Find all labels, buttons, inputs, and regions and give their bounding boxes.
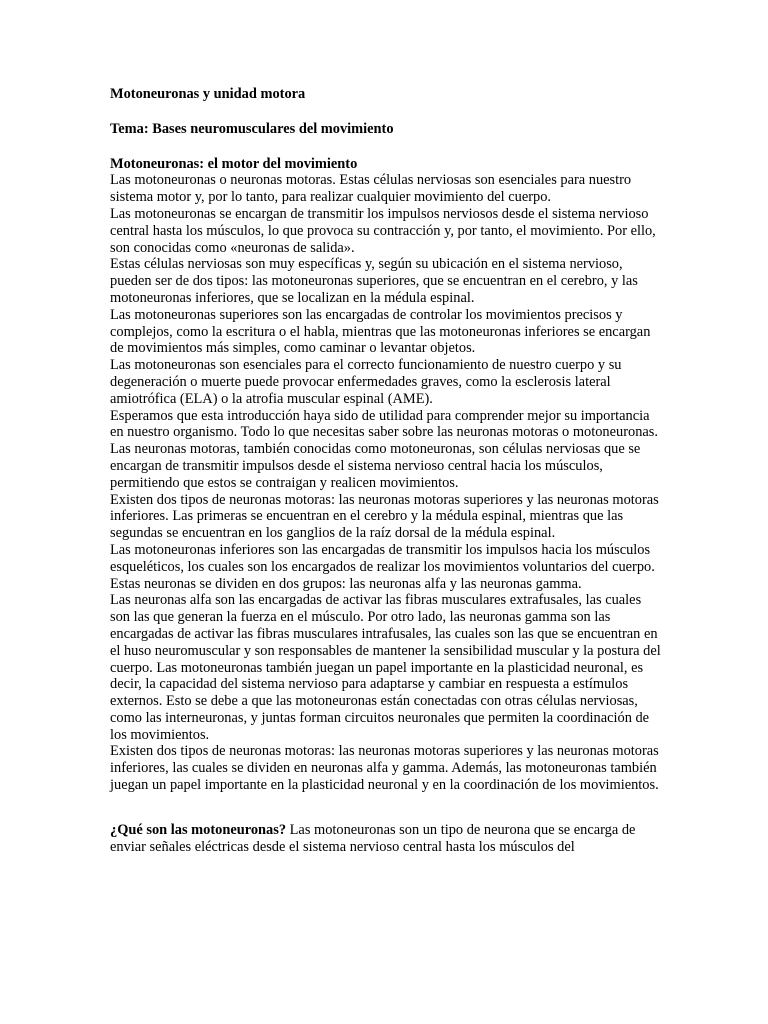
paragraph-2: Las motoneuronas se encargan de transmitir los impulsos nerviosos desde el sistema nervioso central hasta los músculos, lo que provoca su contracción y, por tanto, el movimiento. Por ello, son conocidas como «neuronas de salida». bbox=[110, 205, 656, 256]
paragraph-6: Esperamos que esta introducción haya sido de utilidad para comprender mejor su importancia en nuestro organismo. Todo lo que necesitas saber sobre las neuronas motoras o motoneuronas. Las neuronas motoras, también conocidas como motoneuronas, son células nerviosas que se encargan de transmitir impulsos desde el sistema nervioso central hacia los músculos, permitiendo que estos se contraigan y realicen movimientos. bbox=[110, 407, 658, 491]
paragraph-7: Existen dos tipos de neuronas motoras: las neuronas motoras superiores y las neuronas motoras inferiores. Las primeras se encuentran en el cerebro y la médula espinal, mientras que las segundas se encuentran en los ganglios de la raíz dorsal de la médula espinal. bbox=[110, 491, 659, 542]
document-topic: Tema: Bases neuromusculares del movimiento bbox=[110, 120, 394, 137]
paragraph-1: Las motoneuronas o neuronas motoras. Estas células nerviosas son esenciales para nuestro sistema motor y, por lo tanto, para realizar cualquier movimiento del cuerpo. bbox=[110, 172, 632, 206]
paragraph-10: Existen dos tipos de neuronas motoras: las neuronas motoras superiores y las neuronas motoras inferiores, las cuales se dividen en neuronas alfa y gamma. Además, las motoneuronas también juegan un papel importante en la plasticidad neuronal y en la coordinación de los movimientos. bbox=[110, 743, 659, 794]
paragraph-8: Las motoneuronas inferiores son las encargadas de transmitir los impulsos hacia los músculos esqueléticos, los cuales son los encargados de realizar los movimientos voluntarios del cuerpo. Estas neuronas se dividen en dos grupos: las neuronas alfa y las neuronas gamma. bbox=[110, 541, 655, 592]
section-spacer bbox=[110, 794, 662, 822]
question-text: Las motoneuronas son un tipo de neurona que se encarga de enviar señales eléctricas desde el sistema nervioso central hasta los músculos del bbox=[110, 821, 636, 855]
paragraph-4: Las motoneuronas superiores son las encargadas de controlar los movimientos precisos y complejos, como la escritura o el habla, mientras que las motoneuronas inferiores se encargan de movimientos más simples, como caminar o levantar objetos. bbox=[110, 306, 651, 357]
paragraph-9: Las neuronas alfa son las encargadas de activar las fibras musculares extrafusales, las cuales son las que generan la fuerza en el músculo. Por otro lado, las neuronas gamma son las encargadas de activar las fibras musculares intrafusales, las cuales son las que se encuentran en el huso neuromuscular y son responsables de mantener la sensibilidad muscular y la postura del cuerpo. Las motoneuronas también juegan un papel importante en la plasticidad neuronal, es decir, la capacidad del sistema nervioso para adaptarse y cambiar en respuesta a estímulos externos. Esto se debe a que las motoneuronas están conectadas con otras células nerviosas, como las interneuronas, y juntas forman circuitos neuronales que permiten la coordinación de los movimientos. bbox=[110, 592, 661, 743]
document-page bbox=[110, 86, 662, 855]
paragraph-3: Estas células nerviosas son muy específicas y, según su ubicación en el sistema nervioso, pueden ser de dos tipos: las motoneuronas superiores, que se encuentran en el cerebro, y las motoneuronas inferiores, que se localizan en la médula espinal. bbox=[110, 256, 638, 306]
question-heading: ¿Qué son las motoneuronas? bbox=[110, 821, 287, 838]
paragraph-5: Las motoneuronas son esenciales para el correcto funcionamiento de nuestro cuerpo y su degeneración o muerte puede provocar enfermedades graves, como la esclerosis lateral amiotrófica (ELA) o la atrofia muscular espinal (AME). bbox=[110, 357, 622, 407]
section-heading: Motoneuronas: el motor del movimiento bbox=[110, 155, 358, 172]
question-paragraph bbox=[110, 822, 662, 856]
document-title: Motoneuronas y unidad motora bbox=[110, 86, 306, 102]
